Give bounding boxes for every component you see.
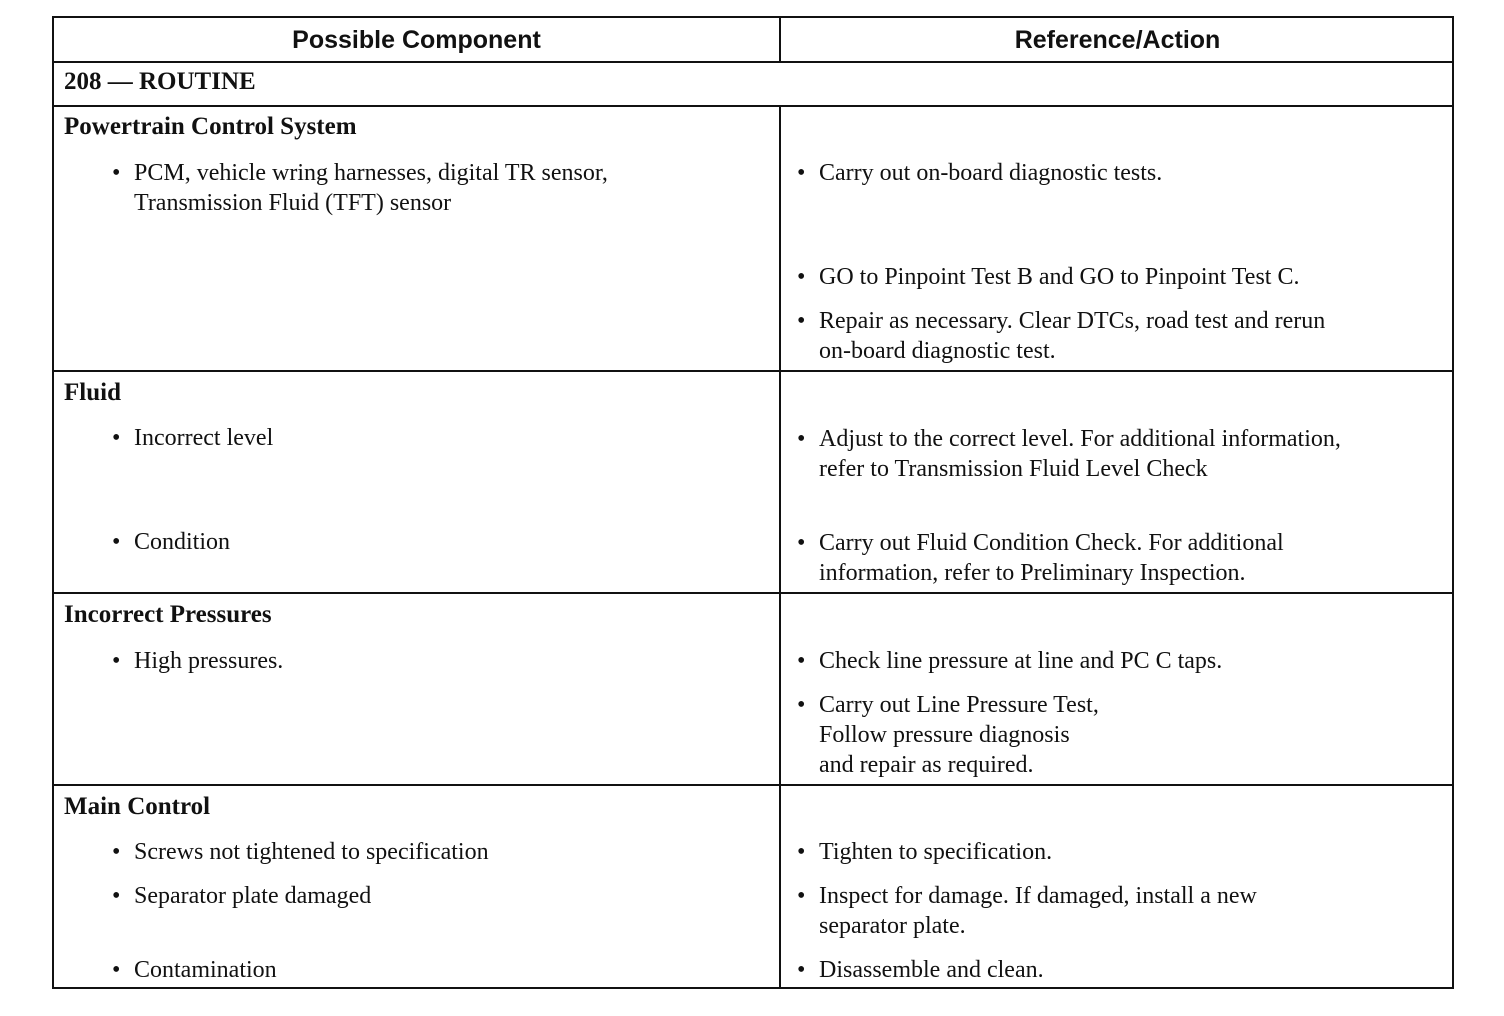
header-reference-action: Reference/Action [1014,26,1221,54]
item-text: Screws not tightened to specification [134,839,489,865]
item-text: Repair as necessary. Clear DTCs, road test and rerun on-board diagnostic test. [819,308,1326,364]
bullet: • [112,883,121,909]
bullet: • [112,529,121,555]
item-text: Carry out on-board diagnostic tests. [819,160,1163,186]
list-item [112,646,734,676]
section-title-main-control: Main Control [64,793,211,820]
list-item [797,837,1449,867]
item-text: Inspect for damage. If damaged, install a new separator plate. [819,883,1257,939]
bullet: • [797,648,806,674]
bullet: • [112,648,121,674]
bullet: • [112,160,121,186]
item-text: Disassemble and clean. [819,957,1044,983]
item-text: Carry out Line Pressure Test, Follow pressure diagnosis and repair as required. [819,692,1099,778]
bullet: • [797,957,806,983]
item-text: Adjust to the correct level. For additional information, refer to Transmission Fluid Level Check [819,426,1341,482]
bullet: • [797,264,806,290]
section-divider [54,370,1452,372]
item-text: Carry out Fluid Condition Check. For additional information, refer to Preliminary Inspection. [819,530,1284,586]
routine-title: 208 — ROUTINE [64,68,256,95]
bullet: • [797,308,806,334]
list-item [797,424,1449,484]
bullet: • [112,957,121,983]
list-item [797,646,1449,676]
item-text: Separator plate damaged [134,883,372,909]
bullet: • [797,839,806,865]
section-title-powertrain: Powertrain Control System [64,113,357,140]
bullet: • [797,692,806,718]
item-text: High pressures. [134,648,284,674]
bullet: • [797,883,806,909]
bullet: • [797,160,806,186]
bullet: • [112,839,121,865]
list-item [112,837,734,867]
header-divider [54,61,1452,63]
list-item [797,881,1449,941]
item-text: Check line pressure at line and PC C taps. [819,648,1223,674]
list-item [797,528,1449,588]
item-text: PCM, vehicle wring harnesses, digital TR sensor, Transmission Fluid (TFT) sensor [134,160,608,216]
section-divider [54,592,1452,594]
list-item [112,881,734,911]
item-text: Condition [134,529,231,555]
item-text: GO to Pinpoint Test B and GO to Pinpoint Test C. [819,264,1300,290]
bullet: • [112,425,121,451]
header-possible-component: Possible Component [292,26,541,54]
bullet: • [797,426,806,452]
column-divider [779,105,781,987]
item-text: Incorrect level [134,425,274,451]
list-item [797,262,1449,292]
list-item [797,690,1449,780]
list-item [797,158,1449,188]
section-title-fluid: Fluid [64,379,121,406]
list-item [112,955,734,985]
bullet: • [797,530,806,556]
list-item [112,527,734,557]
list-item [797,955,1449,985]
item-text: Tighten to specification. [819,839,1053,865]
section-title-incorrect-pressures: Incorrect Pressures [64,601,272,628]
item-text: Contamination [134,957,277,983]
diagnosis-table [52,16,1454,989]
list-item [112,158,734,218]
routine-divider [54,105,1452,107]
list-item [112,423,734,453]
list-item [797,306,1449,366]
section-divider [54,784,1452,786]
